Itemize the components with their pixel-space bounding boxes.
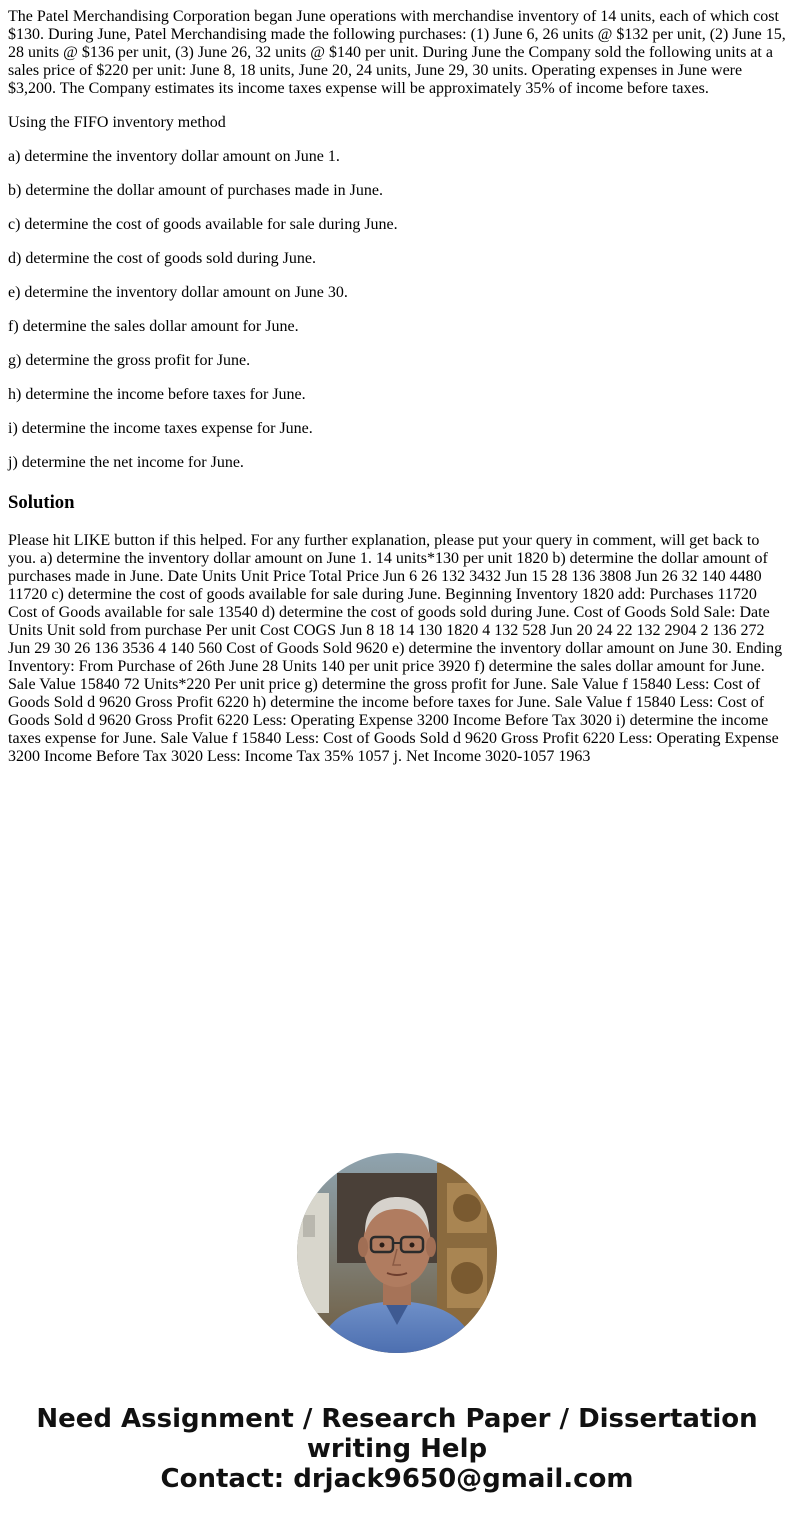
- question-part-f: f) determine the sales dollar amount for June.: [8, 318, 299, 335]
- question-part-a: a) determine the inventory dollar amount on June 1.: [8, 148, 340, 165]
- method-line: Using the FIFO inventory method: [8, 114, 226, 131]
- question-part-i: i) determine the income taxes expense for June.: [8, 420, 313, 437]
- question-part-c: c) determine the cost of goods available for sale during June.: [8, 216, 398, 233]
- question-part-b: b) determine the dollar amount of purchases made in June.: [8, 182, 383, 199]
- author-portrait-image: [297, 1153, 497, 1353]
- question-part-d: d) determine the cost of goods sold during June.: [8, 250, 316, 267]
- question-part-g: g) determine the gross profit for June.: [8, 352, 251, 369]
- solution-heading: Solution: [8, 492, 75, 513]
- question-part-j: j) determine the net income for June.: [8, 454, 244, 471]
- question-part-e: e) determine the inventory dollar amount on June 30.: [8, 284, 348, 301]
- footer-line-1: Need Assignment / Research Paper / Dissertation: [36, 1404, 758, 1434]
- question-part-h: h) determine the income before taxes for June.: [8, 386, 306, 403]
- footer-advertisement: [0, 1404, 794, 1494]
- solution-body: Please hit LIKE button if this helped. For any further explanation, please put your query in comment, will get back to you. a) determine the inventory dollar amount on June 1. 14 units*130 per unit 1820 b) determine the dollar amount of purchases made in June. Date Units Unit Price Total Price Jun 6 26 132 3432 Jun 15 28 136 3808 Jun 26 32 140 4480 11720 c) determine the cost of goods available for sale during June. Beginning Inventory 1820 add: Purchases 11720 Cost of Goods available for sale 13540 d) determine the cost of goods sold during June. Cost of Goods Sold Sale: Date Units Unit sold from purchase Per unit Cost COGS Jun 8 18 14 130 1820 4 132 528 Jun 20 24 22 132 2904 2 136 272 Jun 29 30 26 136 3536 4 140 560 Cost of Goods Sold 9620 e) determine the inventory dollar amount on June 30. Ending Inventory: From Purchase of 26th June 28 Units 140 per unit price 3920 f) determine the sales dollar amount for June. Sale Value 15840 72 Units*220 Per unit price g) determine the gross profit for June. Sale Value f 15840 Less: Cost of Goods Sold d 9620 Gross Profit 6220 h) determine the income before taxes for June. Sale Value f 15840 Less: Cost of Goods Sold d 9620 Gross Profit 6220 Less: Operating Expense 3200 Income Before Tax 3020 i) determine the income taxes expense for June. Sale Value f 15840 Less: Cost of Goods Sold d 9620 Gross Profit 6220 Less: Operating Expense 3200 Income Before Tax 3020 Less: Income Tax 35% 1057 j. Net Income 3020-1057 1963: [8, 532, 783, 765]
- footer-contact: Contact: drjack9650@gmail.com: [160, 1464, 634, 1494]
- footer-line-2: writing Help: [306, 1434, 488, 1464]
- question-intro: The Patel Merchandising Corporation began June operations with merchandise inventory of 14 units, each of which cost $130. During June, Patel Merchandising made the following purchases: (1) June 6, 26 units @ $132 per unit, (2) June 15, 28 units @ $136 per unit, (3) June 26, 32 units @ $140 per unit. During June the Company sold the following units at a sales price of $220 per unit: June 8, 18 units, June 20, 24 units, June 29, 30 units. Operating expenses in June were $3,200. The Company estimates its income taxes expense will be approximately 35% of income before taxes.: [8, 8, 786, 97]
- author-avatar: [297, 1153, 497, 1353]
- document-body: [8, 8, 788, 766]
